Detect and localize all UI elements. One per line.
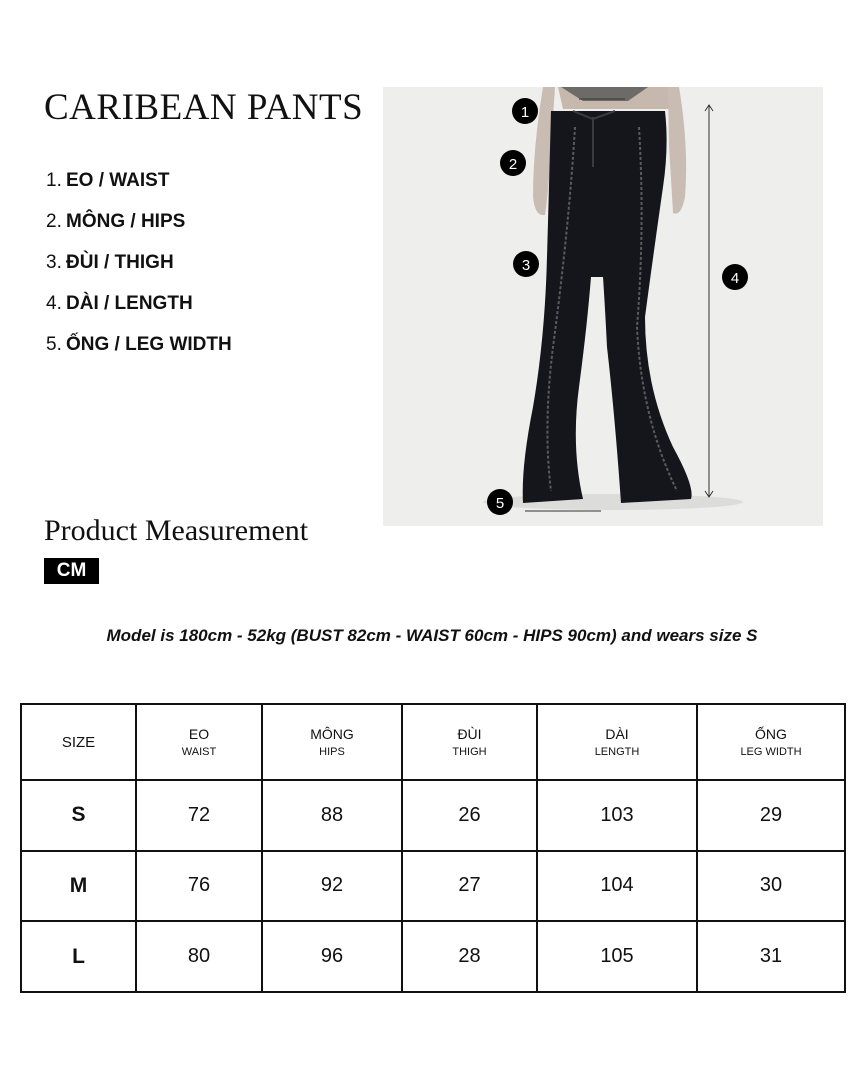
svg-text:2: 2 (508, 156, 518, 173)
table-row (21, 921, 845, 992)
measurement-item-waist (46, 160, 232, 201)
size-cell: S (21, 780, 136, 851)
section-title: Product Measurement (44, 514, 309, 547)
measurement-label: ĐÙI / THIGH (66, 251, 174, 273)
product-photo (383, 87, 823, 526)
size-cell: M (21, 851, 136, 922)
measurement-item-leg-width (46, 324, 232, 365)
unit-badge: CM (44, 558, 99, 584)
svg-text:1: 1 (520, 104, 530, 121)
table-cell: 72 (136, 780, 262, 851)
header-leg-width: ỐNG LEG WIDTH (697, 704, 845, 780)
table-cell: 29 (697, 780, 845, 851)
table-cell: 76 (136, 851, 262, 922)
table-cell: 80 (136, 921, 262, 992)
table-cell: 96 (262, 921, 402, 992)
svg-text:5: 5 (495, 495, 505, 512)
table-cell: 30 (697, 851, 845, 922)
measurement-label: MÔNG / HIPS (66, 210, 186, 232)
marker-1 (512, 98, 538, 124)
measurement-number: 5. (46, 333, 62, 355)
svg-text:4: 4 (730, 270, 740, 287)
measurement-number: 1. (46, 169, 62, 191)
table-cell: 27 (402, 851, 537, 922)
measurement-label: DÀI / LENGTH (66, 292, 193, 314)
marker-2 (500, 150, 526, 176)
measurement-label: ỐNG / LEG WIDTH (66, 333, 232, 355)
table-row (21, 780, 845, 851)
table-cell: 26 (402, 780, 537, 851)
table-cell: 28 (402, 921, 537, 992)
measurement-list (46, 160, 232, 365)
header-length: DÀI LENGTH (537, 704, 697, 780)
table-cell: 88 (262, 780, 402, 851)
measurement-number: 4. (46, 292, 62, 314)
measurement-item-thigh (46, 242, 232, 283)
table-cell: 104 (537, 851, 697, 922)
header-size: SIZE (21, 704, 136, 780)
svg-text:3: 3 (521, 257, 531, 274)
marker-4 (722, 264, 748, 290)
size-cell: L (21, 921, 136, 992)
product-title: CARIBEAN PANTS (44, 87, 364, 128)
floor-shadow (483, 494, 743, 510)
header-waist: EO WAIST (136, 704, 262, 780)
header-thigh: ĐÙI THIGH (402, 704, 537, 780)
measurement-item-length (46, 283, 232, 324)
marker-3 (513, 251, 539, 277)
measurement-number: 3. (46, 251, 62, 273)
table-cell: 92 (262, 851, 402, 922)
table-cell: 103 (537, 780, 697, 851)
measurement-item-hips (46, 201, 232, 242)
table-header-row (21, 704, 845, 780)
table-cell: 105 (537, 921, 697, 992)
measurement-number: 2. (46, 210, 62, 232)
size-table (20, 703, 846, 993)
table-row (21, 851, 845, 922)
header-hips: MÔNG HIPS (262, 704, 402, 780)
marker-5 (487, 489, 513, 515)
table-cell: 31 (697, 921, 845, 992)
measurement-label: EO / WAIST (66, 169, 170, 191)
model-note: Model is 180cm - 52kg (BUST 82cm - WAIST 60cm - HIPS 90cm) and wears size S (106, 626, 758, 645)
